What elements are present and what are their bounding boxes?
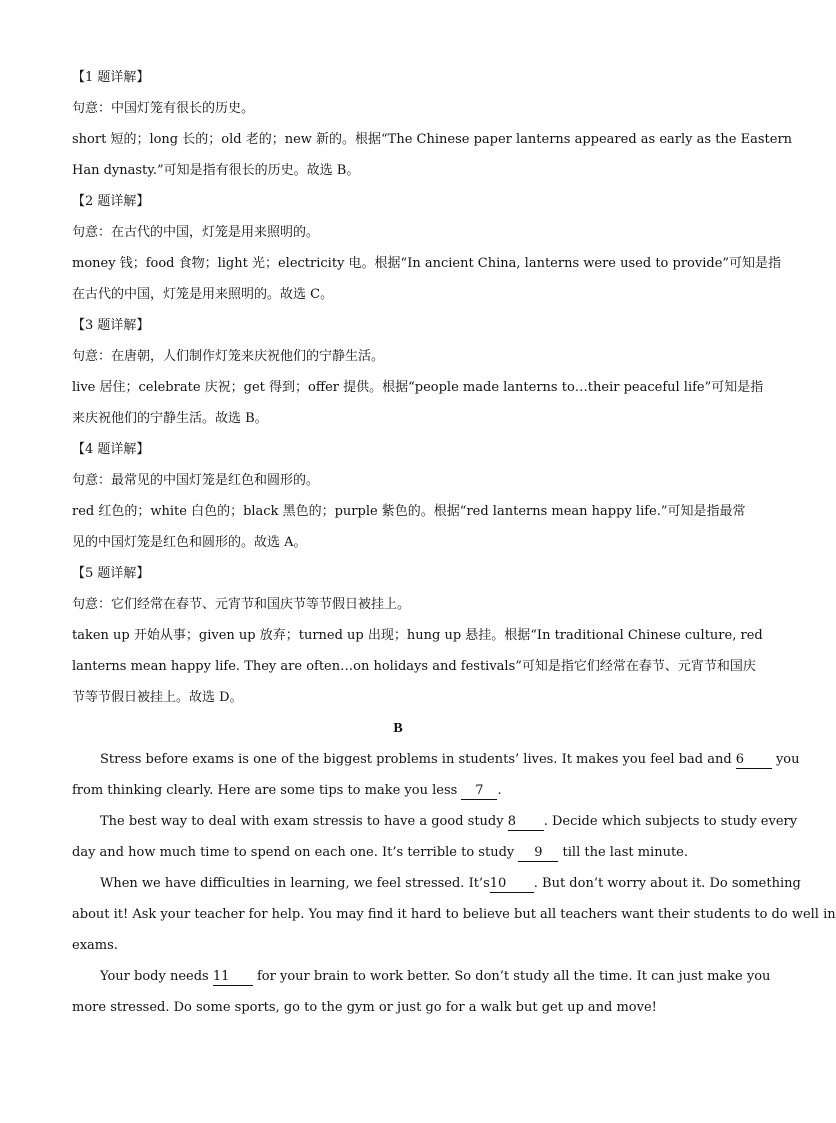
- document-page: [72, 62, 836, 1023]
- text-segment: The best way to deal with exam stressis to have a good study: [100, 814, 504, 829]
- section-5-header: 【5 题详解】: [72, 566, 150, 581]
- section-4-header: 【4 题详解】: [72, 442, 150, 457]
- section-4-explanation-line-1: red 红色的；white 白色的；black 黑色的；purple 紫色的。根据“red lanterns mean happy life.”可知是指最常: [72, 504, 746, 519]
- text-segment: When we have difficulties in learning, we feel stressed. It’s: [100, 876, 490, 891]
- section-4-explanation-line-2: 见的中国灯笼是红色和圆形的。故选 A。: [72, 535, 307, 550]
- section-2-meaning: 句意：在古代的中国，灯笼是用来照明的。: [72, 225, 320, 240]
- section-1-header: 【1 题详解】: [72, 70, 150, 85]
- text-segment: for your brain to work better. So don’t study all the time. It can just make you: [256, 969, 771, 984]
- section-5-meaning: 句意：它们经常在春节、元宵节和国庆节等节假日被挂上。: [72, 597, 411, 612]
- passage-p4-line-2: more stressed. Do some sports, go to the gym or just go for a walk but get up and move!: [72, 1000, 657, 1015]
- text-segment: till the last minute.: [562, 845, 688, 860]
- text-segment: Your body needs: [100, 969, 209, 984]
- text-segment: day and how much time to spend on each one. It’s terrible to study: [72, 845, 515, 860]
- text-segment: . But don’t worry about it. Do something: [533, 876, 801, 891]
- section-3-header: 【3 题详解】: [72, 318, 150, 333]
- section-4-meaning: 句意：最常见的中国灯笼是红色和圆形的。: [72, 473, 320, 488]
- blank-9: 9: [518, 845, 558, 862]
- section-1-meaning: 句意：中国灯笼有很长的历史。: [72, 101, 255, 116]
- passage-p1-line-2: [72, 775, 724, 806]
- blank-11: 11: [213, 969, 253, 986]
- section-3-explanation-line-1: live 居住；celebrate 庆祝；get 得到；offer 提供。根据“people made lanterns to…their peaceful life”可知是指: [72, 380, 764, 395]
- passage-p3-line-3: exams.: [72, 938, 118, 953]
- text-segment: you: [775, 752, 800, 767]
- section-2-explanation-line-2: 在古代的中国，灯笼是用来照明的。故选 C。: [72, 287, 334, 302]
- section-2-explanation-line-1: money 钱；food 食物；light 光；electricity 电。根据“In ancient China, lanterns were used to provide”可知是指: [72, 256, 782, 271]
- passage-p3-line-1: [72, 868, 801, 899]
- section-1-explanation-line-1: short 短的；long 长的；old 老的；new 新的。根据“The Chinese paper lanterns appeared as early as the Eastern: [72, 132, 793, 147]
- passage-p1-line-1: [72, 744, 800, 775]
- text-segment: Stress before exams is one of the biggest problems in students’ lives. It makes you feel bad and: [100, 752, 732, 767]
- section-5-explanation-line-2: lanterns mean happy life. They are often…on holidays and festivals”可知是指它们经常在春节、元宵节和国庆: [72, 659, 756, 674]
- passage-p2-line-1: [72, 806, 798, 837]
- text-segment: . Decide which subjects to study every: [543, 814, 798, 829]
- passage-p3-line-2: about it! Ask your teacher for help. You may find it hard to believe but all teachers want their students to do well in: [72, 907, 836, 922]
- section-5-explanation-line-3: 节等节假日被挂上。故选 D。: [72, 690, 243, 705]
- passage-p2-line-2: [72, 837, 724, 868]
- passage-heading: B: [393, 721, 403, 736]
- section-3-explanation-line-2: 来庆祝他们的宁静生活。故选 B。: [72, 411, 268, 426]
- section-3-meaning: 句意：在唐朝，人们制作灯笼来庆祝他们的宁静生活。: [72, 349, 385, 364]
- passage-p4-line-1: [72, 961, 771, 992]
- text-segment: from thinking clearly. Here are some tips to make you less: [72, 783, 458, 798]
- section-1-explanation-line-2: Han dynasty.”可知是指有很长的历史。故选 B。: [72, 163, 360, 178]
- blank-7: 7: [461, 783, 497, 800]
- blank-6: 6: [736, 752, 772, 769]
- section-5-explanation-line-1: taken up 开始从事；given up 放弃；turned up 出现；hung up 悬挂。根据“In traditional Chinese culture, red: [72, 628, 763, 643]
- section-2-header: 【2 题详解】: [72, 194, 150, 209]
- blank-10: 10: [490, 876, 534, 893]
- text-segment: .: [497, 783, 502, 798]
- blank-8: 8: [508, 814, 544, 831]
